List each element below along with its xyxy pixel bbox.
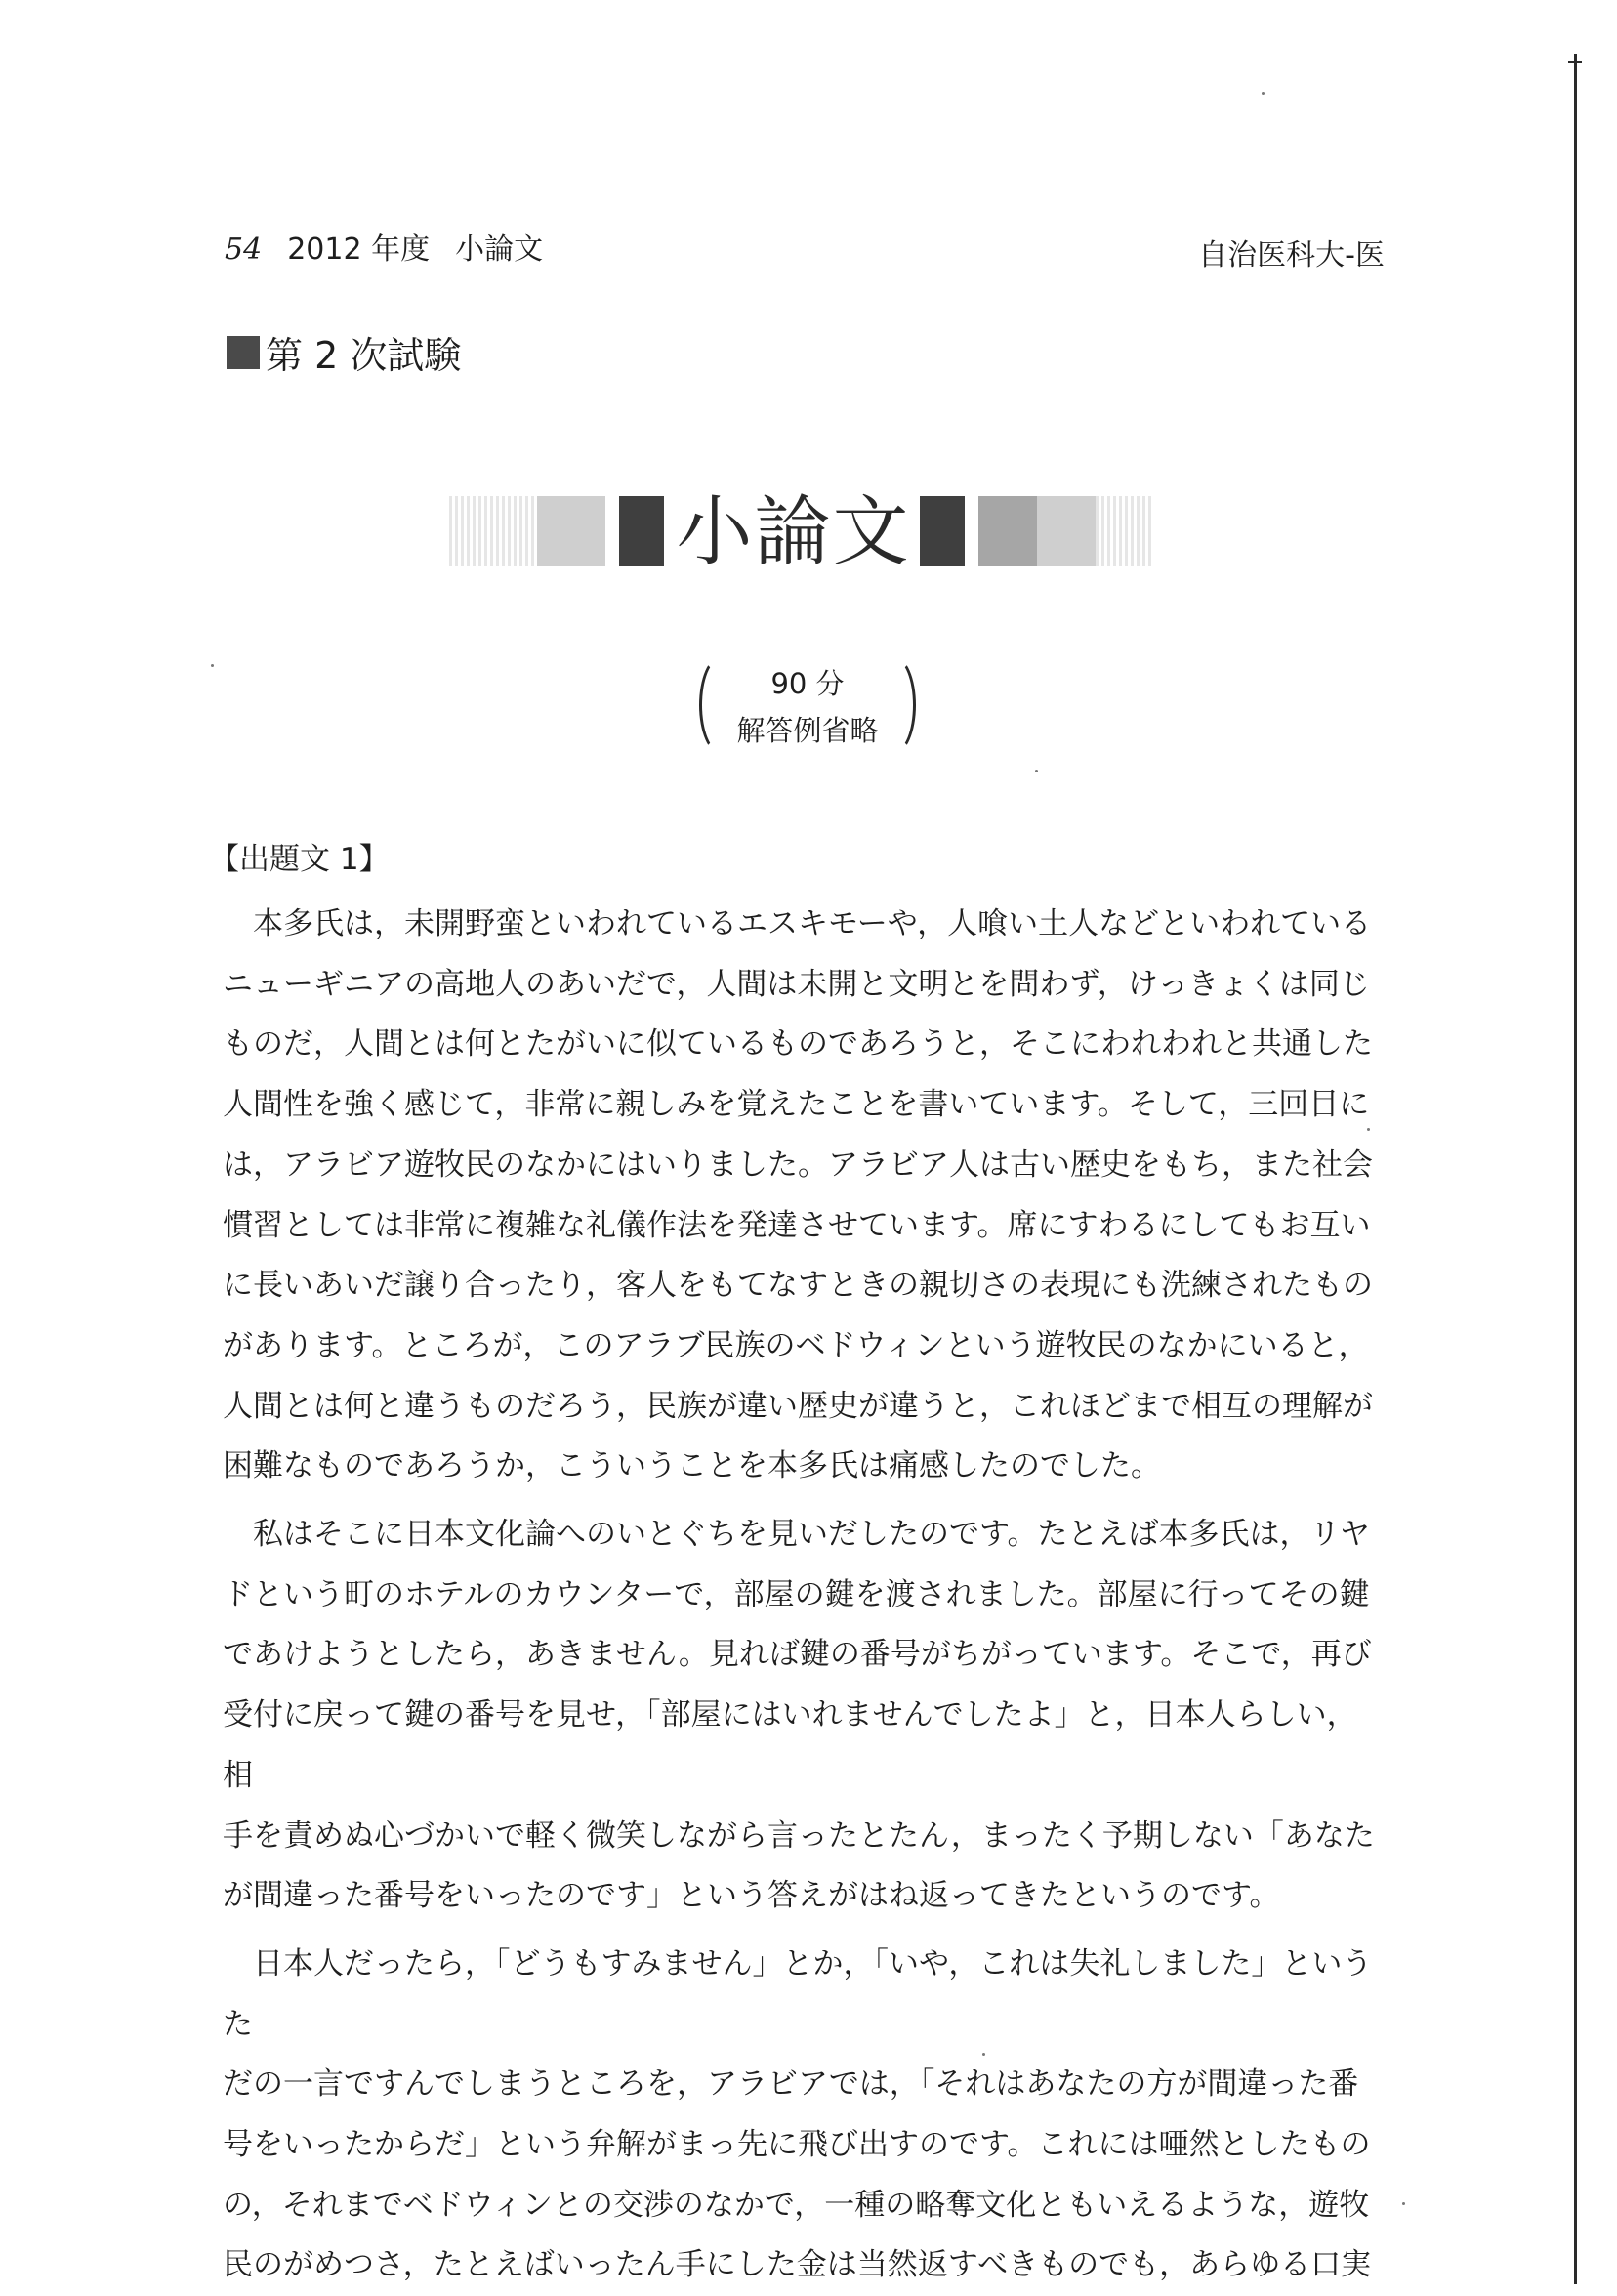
scan-speck bbox=[1402, 2202, 1405, 2205]
passage-label: 【出題文 1】 bbox=[209, 842, 390, 877]
banner-band bbox=[537, 496, 605, 566]
passage-body bbox=[223, 895, 1375, 2296]
scan-page-edge bbox=[1574, 54, 1577, 2284]
banner-band bbox=[1096, 496, 1152, 566]
banner-band bbox=[619, 496, 664, 566]
banner-band bbox=[920, 496, 965, 566]
scan-speck bbox=[982, 2053, 985, 2056]
section-title: 第 2 次試験 bbox=[266, 334, 462, 377]
header-year: 2012 年度 bbox=[287, 232, 431, 267]
scan-speck bbox=[1367, 1128, 1370, 1131]
banner-band bbox=[449, 496, 537, 566]
paragraph: 私はそこに日本文化論へのいとぐちを見いだしたのです。たとえば本多氏は，リヤ ドという町のホテルのカウンターで，部屋の鍵を渡されました。部屋に行ってその鍵 であけようとしたら，あきません。見れば鍵の番号がちがっています。そこで，再び 受付に戻って鍵の番号を見せ，「部屋にはいれませんでしたよ」と，日本人らしい，相 手を責めぬ心づかいで軽く微笑しながら言ったとたん，まったく予期しない「あなた が間違った番号をいったのです」という答えがはね返ってきたというのです。 bbox=[223, 1517, 1375, 1914]
header-university: 自治医科大-医 bbox=[1198, 238, 1385, 272]
running-header bbox=[225, 225, 543, 268]
paragraph: 本多氏は，未開野蛮といわれているエスキモーや，人喰い土人などといわれている ニューギニアの高地人のあいだで，人間は未開と文明とを問わず，けっきょくは同じ ものだ，人間とは何とたがいに似ているものであろうと，そこにわれわれと共通した 人間性を強く感じて，非常に親しみを覚えたことを書いています。そして，三回目に は，アラビア遊牧民のなかにはいりました。アラビア人は古い歴史をもち，また社会 慣習としては非常に複雑な礼儀作法を発達させています。席にすわるにしてもお互い に長いあいだ譲り合ったり，客人をもてなすときの親切さの表現にも洗練されたもの があります。ところが，このアラブ民族のベドウィンという遊牧民のなかにいると， 人間とは何と違うものだろう，民族が違い歴史が違うと，これほどまで相互の理解が 困難なものであろうか，こういうことを本多氏は痛感したのでした。 bbox=[223, 906, 1373, 1484]
exam-duration: 90 分 bbox=[770, 667, 845, 700]
exam-note: 解答例省略 bbox=[736, 714, 879, 747]
scan-speck bbox=[1035, 770, 1038, 772]
header-subject: 小論文 bbox=[455, 232, 544, 267]
section-heading bbox=[227, 325, 461, 379]
scan-edge-mark bbox=[1568, 61, 1582, 63]
paragraph: 日本人だったら，「どうもすみません」とか，「いや，これは失礼しました」というた だの一言ですんでしまうところを，アラビアでは，「それはあなたの方が間違った番 号をいったからだ」という弁解がまっ先に飛び出すのです。これには唖然としたもの の，それまでベドウィンとの交渉のなかで，一種の略奪文化ともいえるような，遊牧 民のがめつさ，たとえばいったん手にした金は当然返すべきものでも，あらゆる口実 bbox=[223, 1945, 1373, 2283]
banner-band bbox=[965, 496, 978, 566]
title-banner bbox=[449, 488, 1152, 576]
banner-band bbox=[605, 496, 619, 566]
banner-band bbox=[978, 496, 1037, 566]
square-bullet-icon bbox=[227, 336, 260, 369]
banner-band bbox=[1037, 496, 1096, 566]
scan-speck bbox=[211, 664, 214, 667]
banner-title: 小論文 bbox=[676, 488, 911, 576]
exam-info bbox=[695, 656, 920, 754]
page-number: 54 bbox=[225, 232, 263, 267]
scan-speck bbox=[1262, 92, 1265, 95]
